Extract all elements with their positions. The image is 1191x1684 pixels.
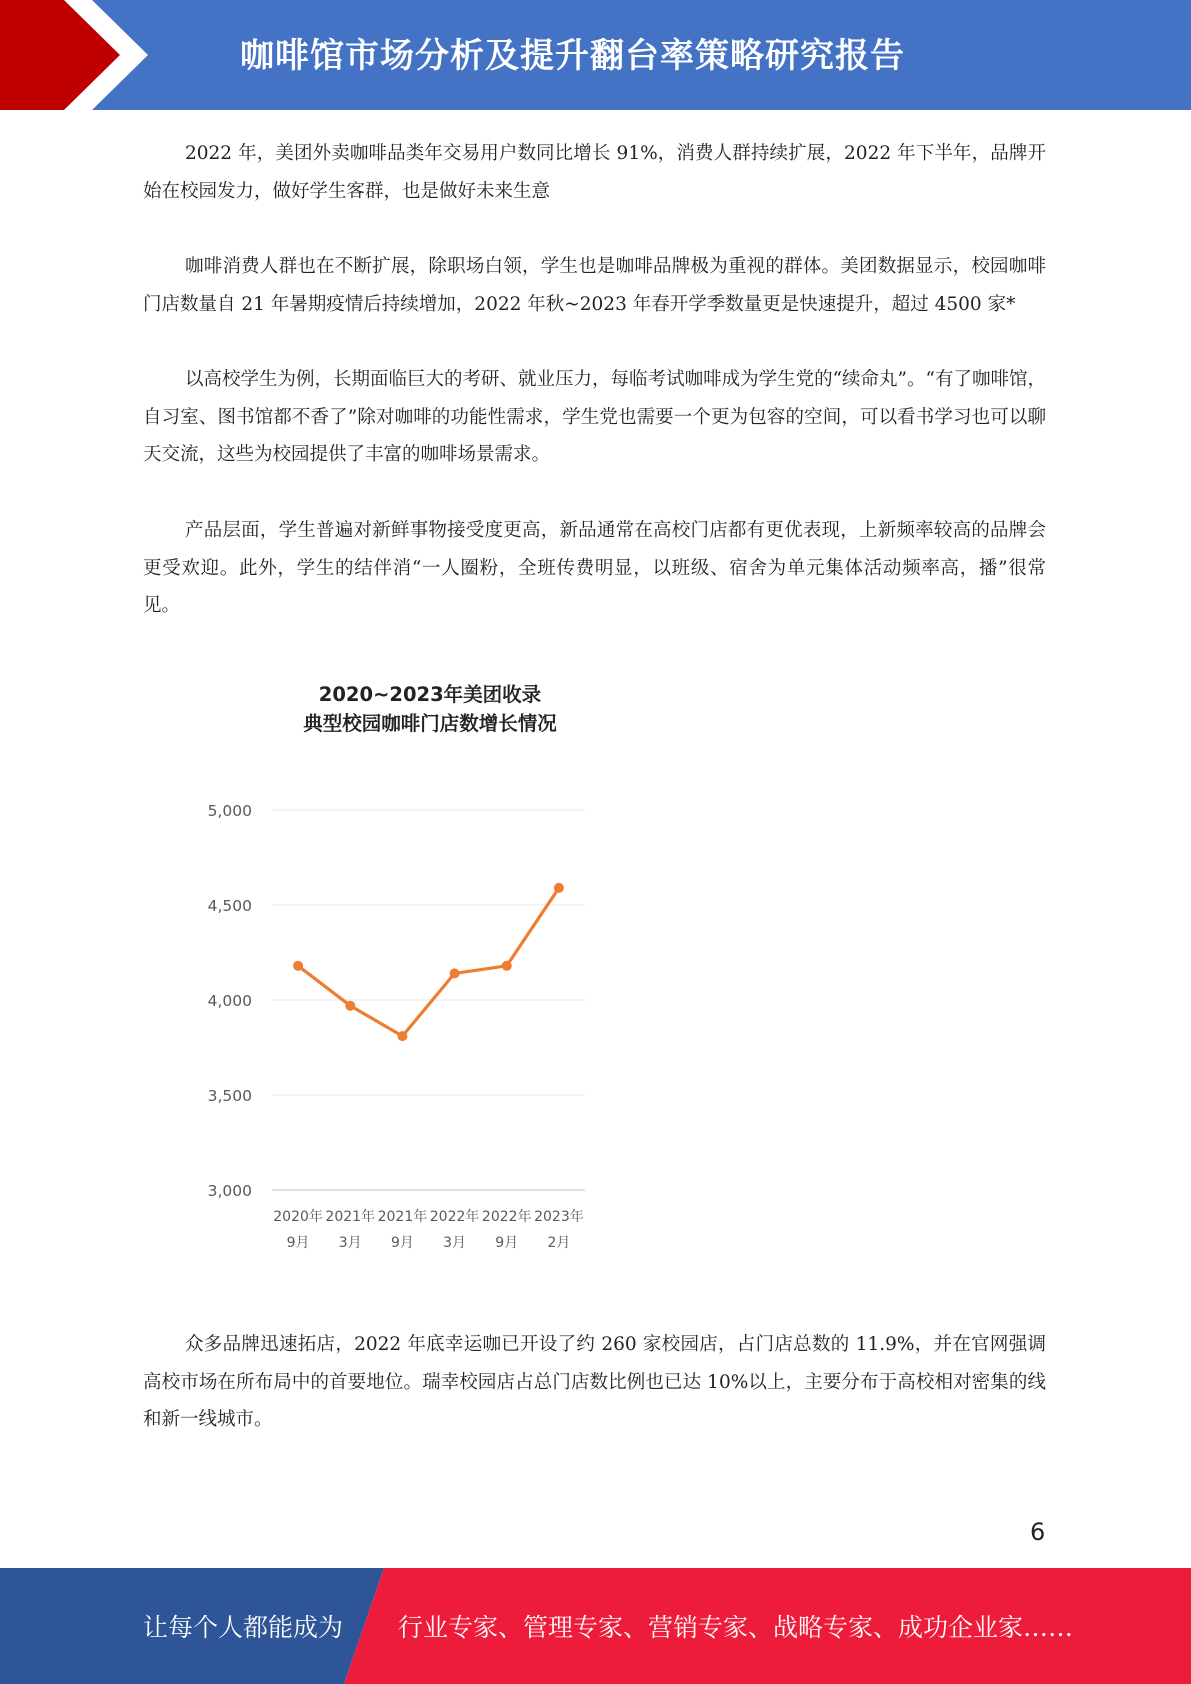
chart-title-line1: 2020~2023年美团收录 [318,683,542,706]
y-tick-label: 3,500 [207,1087,252,1105]
store-growth-chart [180,670,620,1260]
data-point [450,968,460,978]
x-tick-label: 2022年 [481,1209,532,1225]
y-tick-label: 5,000 [207,802,252,820]
x-tick-label: 2022年 [429,1209,480,1225]
x-tick-label-sub: 9月 [495,1235,519,1251]
paragraph-1: 2022 年，美团外卖咖啡品类年交易用户数同比增长 91%，消费人群持续扩展，2022 年下半年，品牌开始在校园发力，做好学生客群，也是做好未来生意 [143,143,1046,202]
chart-plot [180,670,620,1260]
footer-banner [0,1568,1191,1684]
x-tick-label: 2020年 [273,1209,323,1225]
data-point [293,961,303,971]
footer-slogan-right: 行业专家、管理专家、营销专家、战略专家、成功企业家…… [398,1613,1074,1642]
x-tick-label-sub: 3月 [338,1235,362,1251]
footer-slogan-left: 让每个人都能成为 [143,1613,344,1642]
data-point [345,1001,355,1011]
y-tick-label: 4,000 [207,992,252,1010]
paragraph-5: 众多品牌迅速拓店，2022 年底幸运咖已开设了约 260 家校园店，占门店总数的 11.9%，并在官网强调高校市场在所布局中的首要地位。瑞幸校园店占总门店数比例也已达 10%以上，主要分布于高校相对密集的线和新一线城市。 [143,1334,1046,1430]
header-banner [0,0,1191,110]
x-tick-label: 2021年 [325,1209,376,1225]
x-tick-label-sub: 9月 [390,1235,414,1251]
data-point [554,883,564,893]
series-line [298,888,559,1036]
document-title: 咖啡馆市场分析及提升翻台率策略研究报告 [240,36,905,76]
paragraph-4: 产品层面，学生普遍对新鲜事物接受度更高，新品通常在高校门店都有更优表现，上新频率较高的品牌会更受欢迎。此外，学生的结伴消“一人圈粉，全班传费明显，以班级、宿舍为单元集体活动频率高，播”很常见。 [143,520,1046,616]
x-tick-label: 2021年 [377,1209,428,1225]
x-tick-label-sub: 2月 [547,1235,571,1251]
data-point [502,961,512,971]
x-tick-label: 2023年 [534,1209,584,1225]
x-tick-label-sub: 3月 [443,1235,467,1251]
chart-title-line2: 典型校园咖啡门店数增长情况 [303,712,557,735]
page-number: 6 [1030,1518,1046,1546]
x-tick-label-sub: 9月 [286,1235,310,1251]
paragraph-2: 咖啡消费人群也在不断扩展，除职场白领，学生也是咖啡品牌极为重视的群体。美团数据显示，校园咖啡门店数量自 21 年暑期疫情后持续增加，2022 年秋~2023 年春开学季数量更是快速提升，超过 4500 家* [143,256,1046,315]
y-tick-label: 4,500 [207,897,252,915]
data-point [397,1031,407,1041]
paragraph-3: 以高校学生为例，长期面临巨大的考研、就业压力，每临考试咖啡成为学生党的“续命丸”。“有了咖啡馆，自习室、图书馆都不香了”除对咖啡的功能性需求，学生党也需要一个更为包容的空间，可以看书学习也可以聊天交流，这些为校园提供了丰富的咖啡场景需求。 [143,369,1046,465]
y-tick-label: 3,000 [207,1182,252,1200]
